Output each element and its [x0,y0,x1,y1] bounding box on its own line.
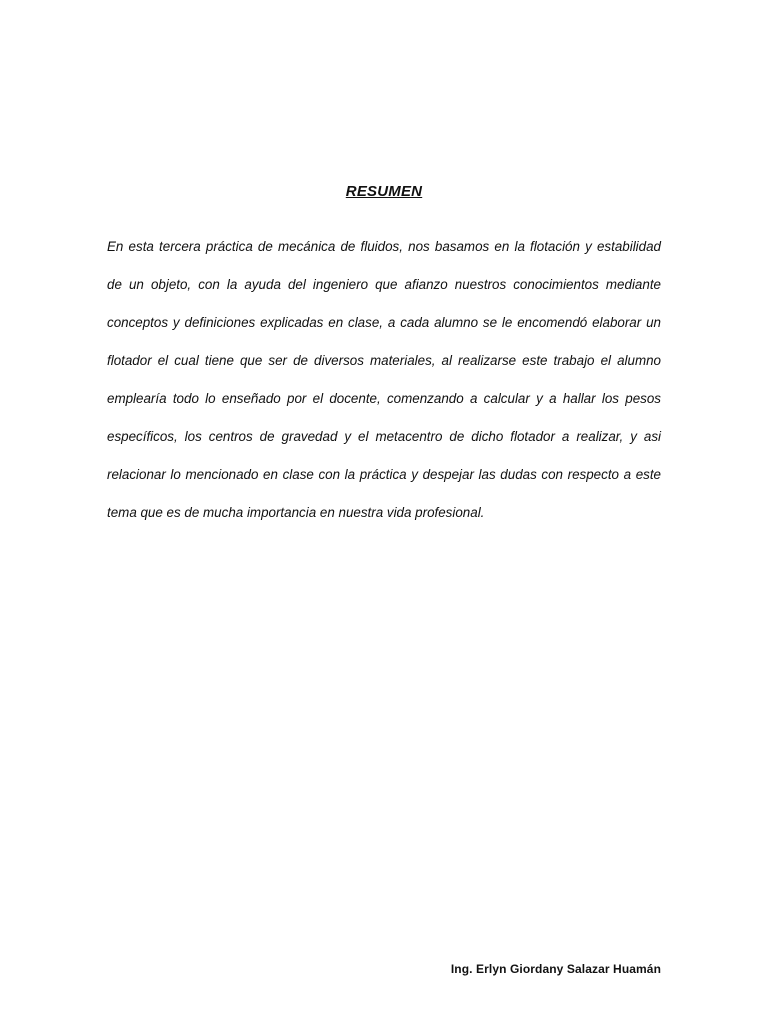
paragraph-line-text: En esta tercera práctica de mecánica de fluidos, nos basamos en la flotación y estabilidad [107,239,661,254]
paragraph-line-text: de un objeto, con la ayuda del ingeniero que afianzo nuestros conocimientos mediante [107,277,661,292]
paragraph-line-text: relacionar lo mencionado en clase con la práctica y despejar las dudas con respecto a este [107,467,661,482]
paragraph-line [107,503,661,541]
paragraph-line [107,351,661,389]
paragraph-line [107,389,661,427]
paragraph-line [107,275,661,313]
page-title: RESUMEN [345,183,423,200]
paragraph-line [107,237,661,275]
paragraph-line-text: flotador el cual tiene que ser de diversos materiales, al realizarse este trabajo el alumno [107,353,661,368]
paragraph-line [107,427,661,465]
footer-author: Ing. Erlyn Giordany Salazar Huamán [450,962,661,976]
summary-paragraph [107,237,661,541]
paragraph-line [107,465,661,503]
paragraph-line-text: conceptos y definiciones explicadas en clase, a cada alumno se le encomendó elaborar un [107,315,661,330]
paragraph-line-text: emplearía todo lo enseñado por el docente, comenzando a calcular y a hallar los pesos [107,391,661,406]
paragraph-line [107,313,661,351]
paragraph-line-text: tema que es de mucha importancia en nuestra vida profesional. [107,505,485,520]
paragraph-line-text: específicos, los centros de gravedad y el metacentro de dicho flotador a realizar, y asi [107,429,661,444]
